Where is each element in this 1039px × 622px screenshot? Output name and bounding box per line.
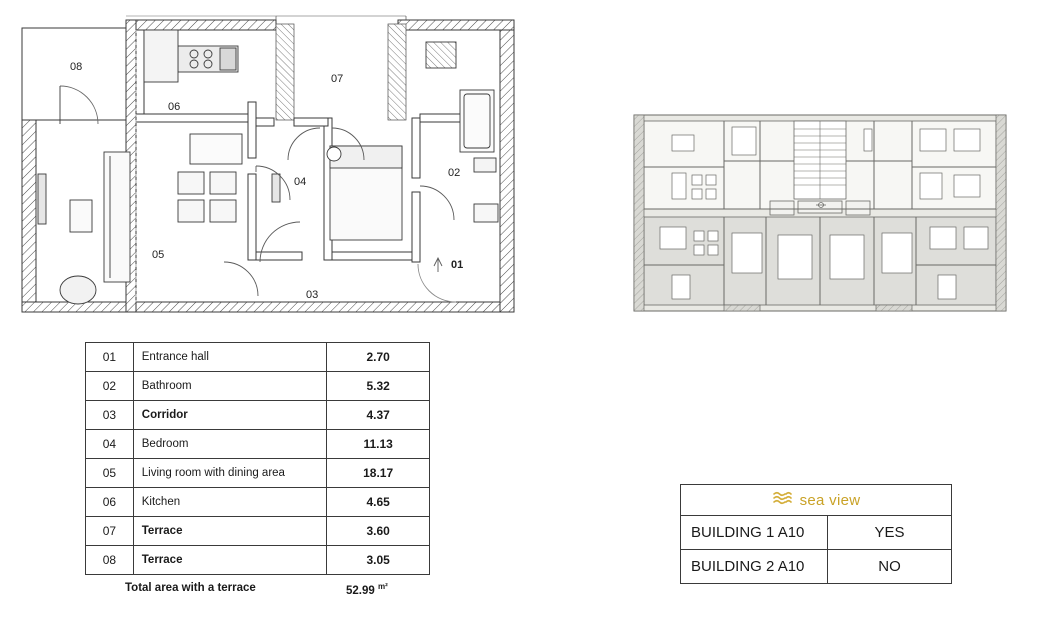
legend-area: 4.37 bbox=[327, 401, 430, 430]
living-room-furniture bbox=[38, 134, 242, 304]
legend-row bbox=[86, 546, 430, 575]
sea-view-header-row bbox=[681, 485, 952, 516]
total-area-label: Total area with a terrace bbox=[125, 582, 256, 594]
terrace-railings bbox=[276, 16, 406, 120]
legend-number: 03 bbox=[86, 401, 134, 430]
legend-row bbox=[86, 488, 430, 517]
total-area-unit: m² bbox=[377, 582, 388, 591]
room-marker-06: 06 bbox=[168, 101, 181, 113]
legend-room-name: Living room with dining area bbox=[133, 459, 327, 488]
legend-room-name: Entrance hall bbox=[133, 343, 327, 372]
legend-row bbox=[86, 459, 430, 488]
legend-row bbox=[86, 401, 430, 430]
legend-area: 4.65 bbox=[327, 488, 430, 517]
total-area-value bbox=[346, 582, 388, 597]
sea-view-row bbox=[681, 516, 952, 550]
legend-area: 18.17 bbox=[327, 459, 430, 488]
sea-view-title: sea view bbox=[799, 491, 861, 509]
room-marker-04: 04 bbox=[294, 176, 307, 188]
room-marker-01: 01 bbox=[451, 259, 464, 271]
sea-view-building-value: YES bbox=[828, 516, 952, 550]
apartment-floor-plan bbox=[8, 6, 518, 326]
room-marker-05: 05 bbox=[152, 249, 165, 261]
building-floor-plan bbox=[620, 105, 1020, 320]
legend-room-name: Terrace bbox=[133, 517, 327, 546]
sea-view-building-label: BUILDING 2 A10 bbox=[681, 550, 828, 584]
legend-row bbox=[86, 372, 430, 401]
legend-room-name: Bedroom bbox=[133, 430, 327, 459]
sea-view-row bbox=[681, 550, 952, 584]
sea-view-building-value: NO bbox=[828, 550, 952, 584]
legend-row bbox=[86, 430, 430, 459]
legend-room-name: Terrace bbox=[133, 546, 327, 575]
legend-area: 2.70 bbox=[327, 343, 430, 372]
legend-number: 06 bbox=[86, 488, 134, 517]
room-legend-table bbox=[85, 342, 430, 575]
legend-area: 5.32 bbox=[327, 372, 430, 401]
bedroom-furniture bbox=[272, 146, 402, 240]
legend-number: 05 bbox=[86, 459, 134, 488]
legend-room-name: Kitchen bbox=[133, 488, 327, 517]
legend-room-name: Corridor bbox=[133, 401, 327, 430]
waves-icon bbox=[772, 490, 794, 510]
legend-number: 04 bbox=[86, 430, 134, 459]
legend-area: 3.60 bbox=[327, 517, 430, 546]
legend-number: 07 bbox=[86, 517, 134, 546]
sea-view-building-label: BUILDING 1 A10 bbox=[681, 516, 828, 550]
room-marker-02: 02 bbox=[448, 167, 461, 179]
legend-number: 01 bbox=[86, 343, 134, 372]
sea-view-header bbox=[681, 485, 952, 516]
total-area-number: 52.99 bbox=[346, 584, 375, 597]
sea-view-table bbox=[680, 484, 952, 584]
legend-room-name: Bathroom bbox=[133, 372, 327, 401]
legend-number: 08 bbox=[86, 546, 134, 575]
bathroom-fixtures bbox=[426, 42, 498, 222]
legend-area: 11.13 bbox=[327, 430, 430, 459]
legend-number: 02 bbox=[86, 372, 134, 401]
legend-row bbox=[86, 343, 430, 372]
room-marker-03: 03 bbox=[306, 289, 319, 301]
legend-area: 3.05 bbox=[327, 546, 430, 575]
total-area-row bbox=[85, 580, 430, 602]
legend-row bbox=[86, 517, 430, 546]
room-marker-08: 08 bbox=[70, 61, 83, 73]
room-marker-07: 07 bbox=[331, 73, 344, 85]
